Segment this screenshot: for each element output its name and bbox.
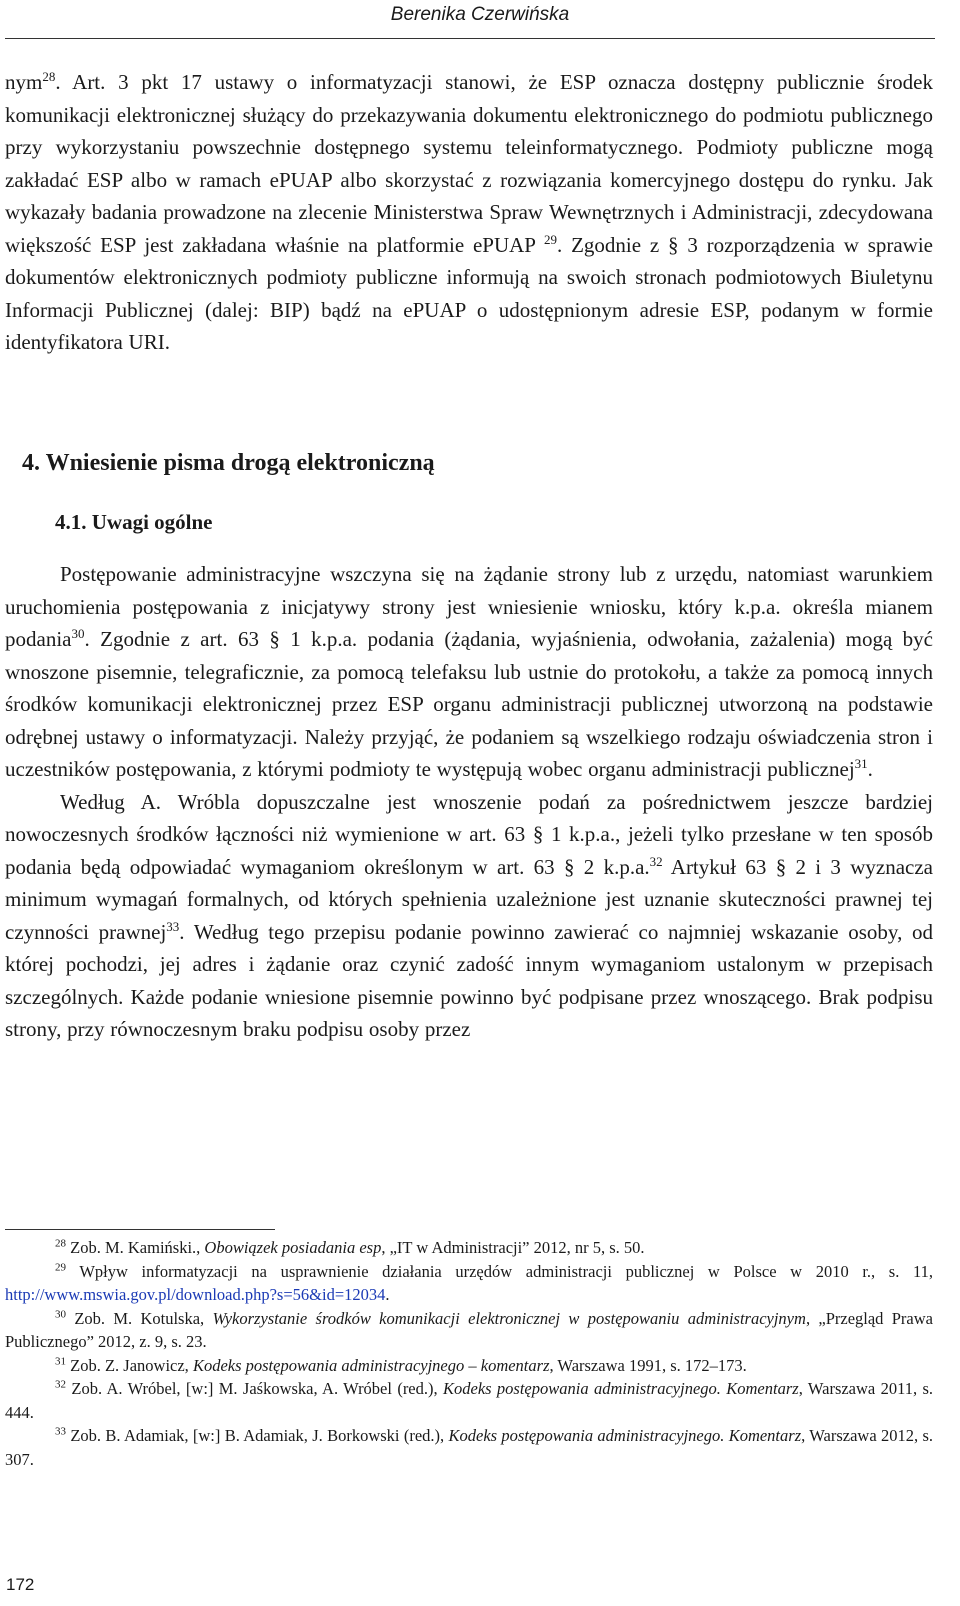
para3-text-2: Artykuł 63 § 2 i 3 wyznacza minimum wymagań formalnych, od których spełnienia uzależnione jest uznanie skuteczności prawnej tej czynności prawnej <box>5 854 933 944</box>
footnote-text: Zob. A. Wróbel, [w:] M. Jaśkowska, A. Wróbel (red.), <box>71 1379 443 1398</box>
footnote-number: 28 <box>55 1237 66 1250</box>
para2-text-1: Postępowanie administracyjne wszczyna się na żądanie strony lub z urzędu, natomiast warunkiem uruchomienia postępowania z inicjatywy strony jest wniesienie wniosku, który k.p.a. określa mianem podania <box>5 562 933 651</box>
footnote-number: 30 <box>55 1308 66 1320</box>
footnote-text: Zob. M. Kamiński., <box>70 1238 205 1257</box>
footnote-text: Zob. M. Kotulska, <box>74 1308 213 1328</box>
footnote-text: , Warszawa 2011, s. 444. <box>5 1379 934 1422</box>
footnote-ref-28[interactable]: 28 <box>42 69 56 84</box>
para1-text-2: . Art. 3 pkt 17 ustawy o informatyzacji stanowi, że ESP oznacza dostępny publicznie środek komunikacji elektronicznej służący do przekazywania dokumentu elektronicznego do podmiotu publicznego przy wykorzystaniu powszechnie dostępnego systemu teleinformatycznego. Podmioty publiczne mogą zakładać ESP albo w ramach ePUAP albo skorzystać z rozwiązania komercyjnego dostępu do rynku. Jak wykazały badania prowadzone na zlecenie Ministerstwa Spraw Wewnętrznych i Administracji, zdecydowana większość ESP jest zakładana właśnie na platformie ePUAP <box>5 70 933 257</box>
footnote-title: Kodeks postępowania administracyjnego. Komentarz <box>443 1379 799 1398</box>
footnote-31 <box>5 1354 933 1378</box>
body-paragraph-2 <box>5 558 933 1046</box>
section-heading: 4. Wniesienie pisma drogą elektroniczną <box>22 450 435 476</box>
running-header-author: Berenika Czerwińska <box>390 4 570 25</box>
para1-text-1: nym <box>5 70 43 94</box>
footnote-text: , „Przegląd Prawa Publicznego” 2012, z. 9, s. 23. <box>5 1308 933 1351</box>
footnote-28 <box>5 1236 933 1260</box>
footnote-ref-33[interactable]: 33 <box>166 918 180 934</box>
footnote-text: Wpływ informatyzacji na usprawnienie działania urzędów administracji publicznej w Polsce w 2010 r., s. 11, <box>79 1261 933 1281</box>
footnote-title: Kodeks postępowania administracyjnego. Komentarz <box>448 1426 802 1445</box>
footnote-number: 33 <box>55 1425 66 1438</box>
footnote-rule <box>5 1229 275 1230</box>
footnote-number: 31 <box>55 1355 66 1367</box>
para1-text-3: . Zgodnie z § 3 rozporządzenia w sprawie dokumentów elektronicznych podmioty publiczne informują na swoich stronach podmiotowych Biuletynu Informacji Publicznej (dalej: BIP) bądź na ePUAP o udostępnionym adresie ESP, podanym w formie identyfikatora URI. <box>5 232 933 354</box>
footnote-ref-32[interactable]: 32 <box>649 853 663 869</box>
footnote-text: , Warszawa 1991, s. 172–173. <box>549 1355 747 1375</box>
subsection-heading: 4.1. Uwagi ogólne <box>55 510 213 534</box>
footnote-text: , Warszawa 2012, s. 307. <box>5 1426 934 1469</box>
page-number: 172 <box>6 1575 35 1594</box>
footnote-text: . <box>385 1285 390 1304</box>
footnote-text: , „IT w Administracji” 2012, nr 5, s. 50. <box>381 1238 645 1257</box>
para2-text-3: . <box>867 757 873 781</box>
footnote-32 <box>5 1377 933 1424</box>
footnote-title: Kodeks postępowania administracyjnego – komentarz <box>192 1355 550 1375</box>
footnote-ref-31[interactable]: 31 <box>854 756 868 771</box>
footnote-number: 32 <box>55 1378 66 1391</box>
header-rule <box>5 38 935 39</box>
para2-text-2: . Zgodnie z art. 63 § 1 k.p.a. podania (żądania, wyjaśnienia, odwołania, zażalenia) mogą być wnoszone pisemnie, telegraficznie, za pomocą telefaksu lub ustnie do protokołu, a także za pomocą innych środków komunikacji elektronicznej przez ESP organu administracji publicznej utworzoną na podstawie odrębnej ustawy o informatyzacji. Należy przyjąć, że podaniem są wszelkiego rodzaju oświadczenia stron i uczestników postępowania, z którymi podmioty te występują wobec organu administracji publicznej <box>5 627 933 781</box>
footnotes <box>5 1236 933 1471</box>
footnote-ref-30[interactable]: 30 <box>71 626 85 641</box>
footnote-30 <box>5 1307 933 1354</box>
footnote-link[interactable]: http://www.mswia.gov.pl/download.php?s=56&id=12034 <box>5 1285 386 1304</box>
footnote-title: Obowiązek posiadania esp <box>204 1238 382 1257</box>
footnote-number: 29 <box>55 1261 66 1273</box>
body-paragraph-1 <box>5 66 933 359</box>
para3-text-1: Według A. Wróbla dopuszczalne jest wnoszenie podań za pośrednictwem jeszcze bardziej nowoczesnych środków łączności niż wymienione w art. 63 § 1 k.p.a., jeżeli tylko przesłane w ten sposób podania będą odpowiadać wymaganiom określonym w art. 63 § 2 k.p.a. <box>5 789 933 879</box>
footnote-title: Wykorzystanie środków komunikacji elektronicznej w postępowaniu administracyjnym <box>212 1308 806 1328</box>
footnote-text: Zob. Z. Janowicz, <box>70 1355 193 1375</box>
footnote-29 <box>5 1260 933 1307</box>
body-paragraph-3 <box>5 786 933 1046</box>
para3-text-3: . Według tego przepisu podanie powinno zawierać co najmniej wskazanie osoby, od której pochodzi, jej adres i żądanie oraz czynić zadość innym wymaganiom ustalonym w przepisach szczególnych. Każde podanie wniesione pisemnie powinno być podpisane przez wnoszącego. Brak podpisu strony, przy równoczesnym braku podpisu osoby przez <box>5 919 933 1041</box>
footnote-33 <box>5 1424 933 1471</box>
footnote-text: Zob. B. Adamiak, [w:] B. Adamiak, J. Borkowski (red.), <box>70 1426 449 1445</box>
footnote-ref-29[interactable]: 29 <box>544 231 558 247</box>
